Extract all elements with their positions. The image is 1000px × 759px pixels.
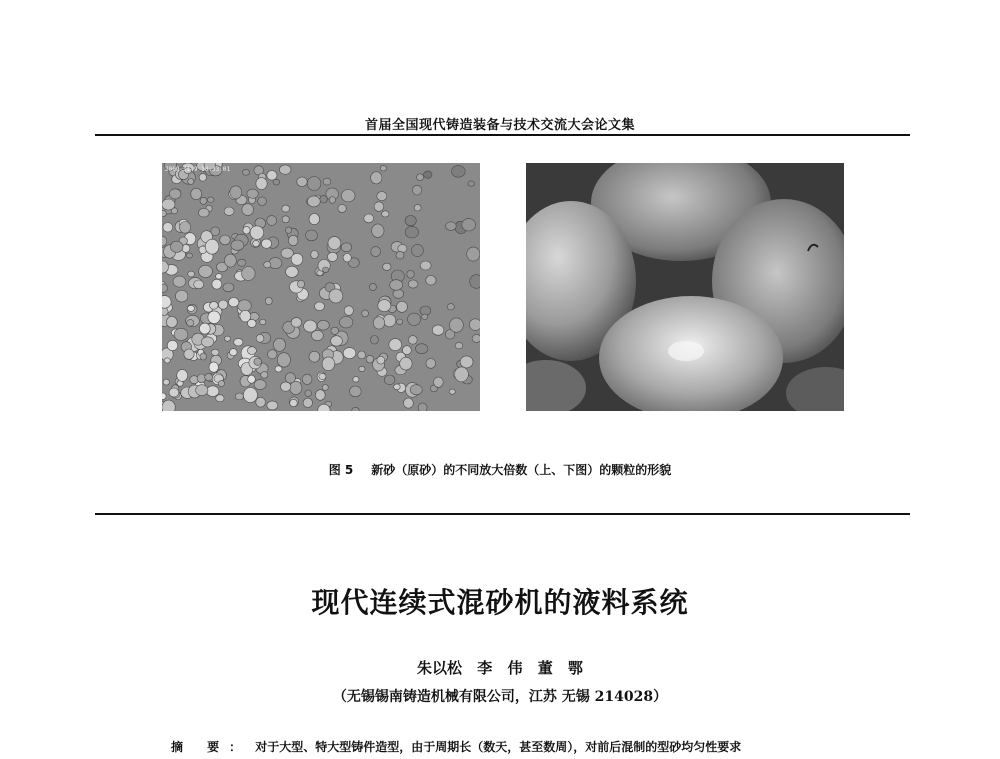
abstract-label: 摘 要： (171, 740, 252, 754)
running-header: 首届全国现代铸造装备与技术交流大会论文集 (364, 118, 635, 133)
abstract (171, 738, 741, 755)
paper-affiliation: （无锡锡南铸造机械有限公司，江苏 无锡 214028） (332, 689, 668, 705)
figure-caption-text: 新砂（原砂）的不同放大倍数（上、下图）的颗粒的形貌 (371, 463, 672, 477)
image-timestamp: 2009-11-9 10:33:01 (165, 166, 231, 173)
paper-authors: 朱以松 李 伟 董 鄂 (417, 659, 583, 677)
figure-image-high-magnification (526, 163, 844, 411)
header-rule (95, 134, 910, 136)
figure-number: 图 5 (328, 463, 354, 477)
abstract-text: 对于大型、特大型铸件造型，由于周期长（数天，甚至数周），对前后混制的型砂均匀性要求 (255, 740, 742, 754)
figure-image-low-magnification (162, 163, 480, 411)
sand-grains-photo (162, 163, 480, 411)
figure-caption (0, 461, 1000, 478)
sand-grains-closeup-photo (526, 163, 844, 411)
section-rule (95, 513, 910, 515)
paper-title: 现代连续式混砂机的液料系统 (311, 586, 689, 619)
